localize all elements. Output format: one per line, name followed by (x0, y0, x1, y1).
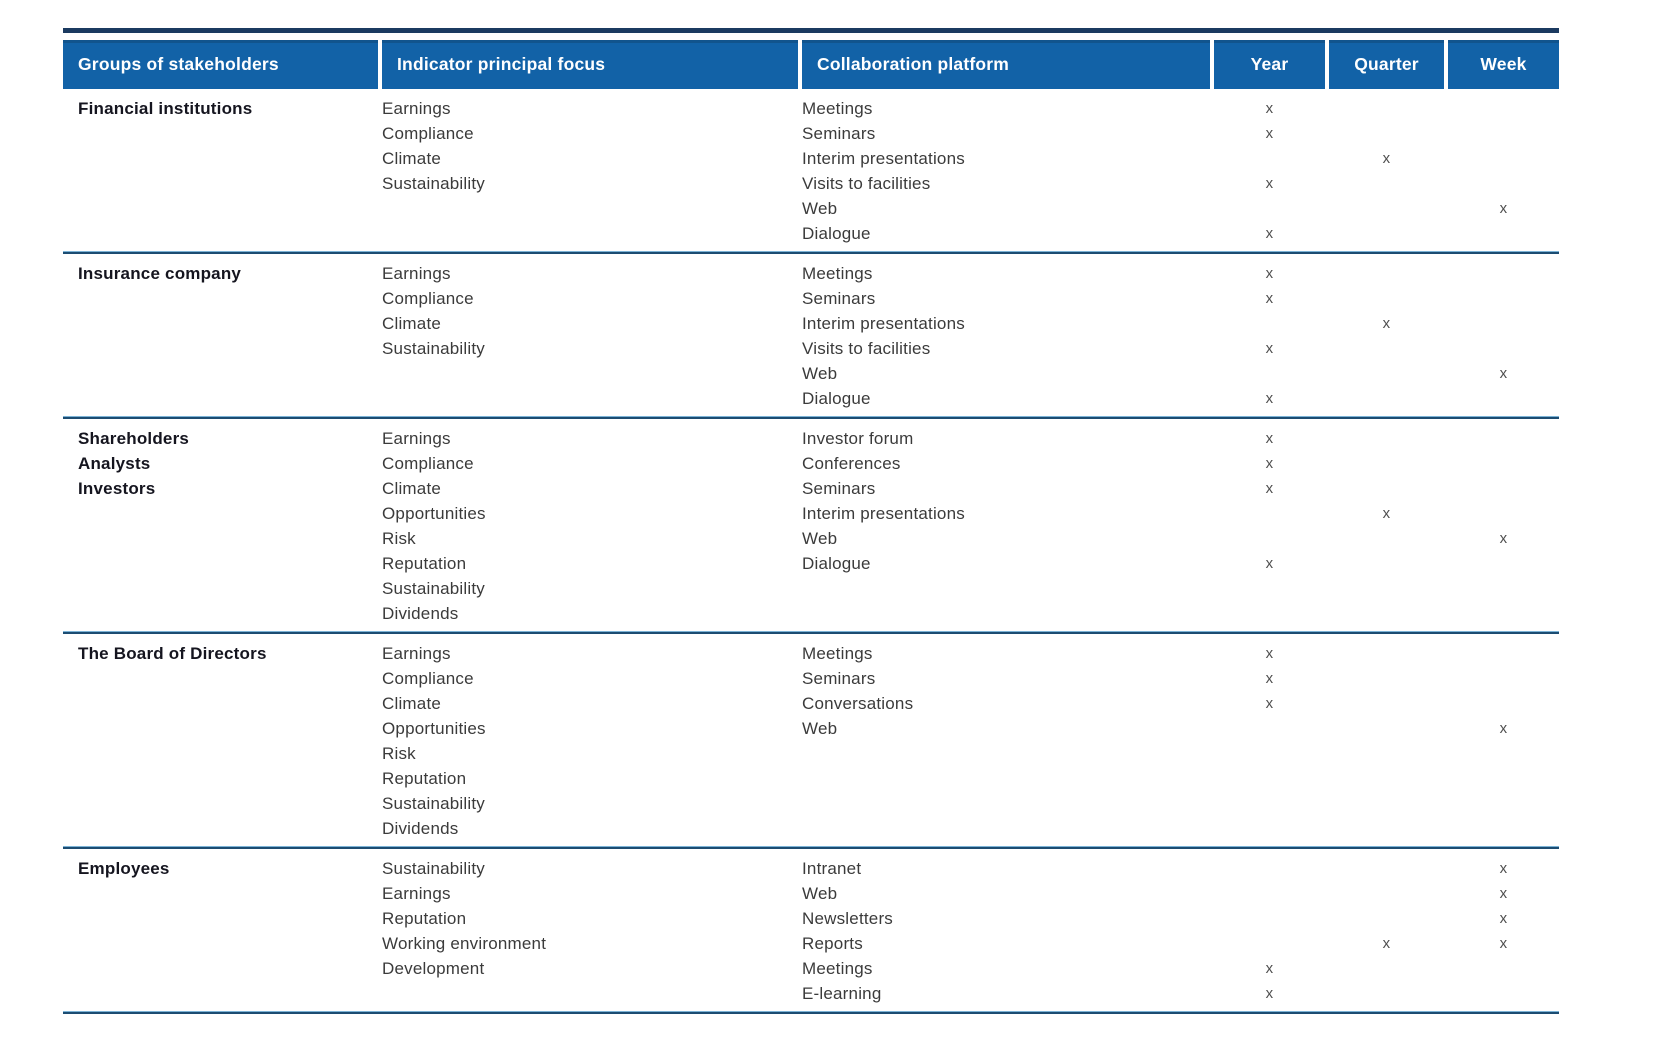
stakeholder-cell (63, 634, 378, 846)
week-mark: x (1499, 365, 1508, 382)
platform-item: Visits to facilities (802, 339, 931, 358)
stakeholder-cell (63, 89, 378, 251)
week-mark (1448, 121, 1559, 146)
year-mark: x (1265, 480, 1274, 497)
stakeholder-name: Shareholders (78, 429, 190, 448)
year-mark (1214, 361, 1325, 386)
week-marks-cell (1448, 849, 1559, 1011)
quarter-mark: x (1382, 935, 1391, 952)
quarter-mark (1329, 666, 1444, 691)
platform-cell (802, 89, 1210, 251)
year-mark (1214, 881, 1325, 906)
table-bottom-border (63, 1011, 1559, 1014)
week-mark: x (1499, 935, 1508, 952)
focus-item: Opportunities (382, 719, 486, 738)
focus-item: Sustainability (382, 339, 485, 358)
quarter-mark: x (1382, 150, 1391, 167)
year-mark: x (1265, 265, 1274, 282)
week-marks-cell (1448, 254, 1559, 416)
focus-item: Earnings (382, 429, 451, 448)
quarter-mark: x (1382, 505, 1391, 522)
week-mark: x (1499, 860, 1508, 877)
year-mark: x (1265, 100, 1274, 117)
focus-cell (382, 89, 798, 251)
quarter-mark (1329, 981, 1444, 1006)
stakeholder-table (63, 28, 1559, 1014)
week-mark (1448, 501, 1559, 526)
platform-item: Visits to facilities (802, 174, 931, 193)
focus-item: Working environment (382, 934, 547, 953)
year-mark: x (1265, 125, 1274, 142)
year-mark: x (1265, 430, 1274, 447)
year-marks-cell (1214, 849, 1325, 1011)
platform-item: Interim presentations (802, 504, 965, 523)
stakeholder-name: Employees (78, 859, 170, 878)
week-mark (1448, 96, 1559, 121)
year-mark (1214, 856, 1325, 881)
platform-item: Interim presentations (802, 314, 965, 333)
year-marks-cell (1214, 634, 1325, 846)
focus-cell (382, 849, 798, 1011)
quarter-mark (1329, 551, 1444, 576)
week-mark: x (1499, 200, 1508, 217)
header-groups-of-stakeholders: Groups of stakeholders (63, 40, 378, 89)
year-mark: x (1265, 390, 1274, 407)
header-week: Week (1448, 40, 1559, 89)
focus-item: Dividends (382, 604, 459, 623)
platform-item: Conversations (802, 694, 914, 713)
year-mark: x (1265, 340, 1274, 357)
stakeholder-name: The Board of Directors (78, 644, 267, 663)
quarter-mark (1329, 716, 1444, 741)
focus-item: Sustainability (382, 859, 485, 878)
header-indicator-principal-focus: Indicator principal focus (382, 40, 798, 89)
year-mark (1214, 196, 1325, 221)
platform-item: Newsletters (802, 909, 894, 928)
week-mark: x (1499, 530, 1508, 547)
quarter-mark (1329, 361, 1444, 386)
table-section (63, 849, 1559, 1011)
focus-item: Climate (382, 149, 442, 168)
stakeholder-cell (63, 849, 378, 1011)
focus-cell (382, 254, 798, 416)
focus-item: Reputation (382, 909, 467, 928)
week-mark (1448, 691, 1559, 716)
platform-cell (802, 634, 1210, 846)
year-mark (1214, 146, 1325, 171)
stakeholder-cell (63, 419, 378, 631)
week-mark (1448, 476, 1559, 501)
header-collaboration-platform: Collaboration platform (802, 40, 1210, 89)
focus-item: Sustainability (382, 174, 485, 193)
year-mark: x (1265, 455, 1274, 472)
table-header-row (63, 40, 1559, 89)
week-marks-cell (1448, 419, 1559, 631)
quarter-marks-cell (1329, 634, 1444, 846)
table-section (63, 254, 1559, 416)
quarter-mark (1329, 196, 1444, 221)
platform-item: Seminars (802, 669, 876, 688)
year-mark (1214, 906, 1325, 931)
year-mark (1214, 526, 1325, 551)
focus-item: Compliance (382, 124, 474, 143)
focus-item: Sustainability (382, 579, 485, 598)
focus-item: Reputation (382, 554, 467, 573)
platform-item: Meetings (802, 959, 873, 978)
quarter-mark (1329, 96, 1444, 121)
year-mark: x (1265, 695, 1274, 712)
focus-item: Compliance (382, 669, 474, 688)
focus-cell (382, 419, 798, 631)
platform-item: Web (802, 719, 838, 738)
stakeholder-name: Financial institutions (78, 99, 253, 118)
year-mark: x (1265, 960, 1274, 977)
focus-item: Sustainability (382, 794, 485, 813)
week-mark (1448, 286, 1559, 311)
focus-item: Climate (382, 479, 442, 498)
platform-item: Meetings (802, 99, 873, 118)
quarter-mark (1329, 221, 1444, 246)
quarter-mark (1329, 641, 1444, 666)
week-mark (1448, 666, 1559, 691)
focus-item: Risk (382, 744, 416, 763)
platform-item: Intranet (802, 859, 862, 878)
week-mark (1448, 641, 1559, 666)
week-mark (1448, 981, 1559, 1006)
quarter-mark: x (1382, 315, 1391, 332)
week-mark: x (1499, 885, 1508, 902)
week-mark (1448, 311, 1559, 336)
platform-cell (802, 419, 1210, 631)
year-mark: x (1265, 175, 1274, 192)
year-mark (1214, 311, 1325, 336)
table-section (63, 634, 1559, 846)
focus-item: Reputation (382, 769, 467, 788)
focus-item: Earnings (382, 644, 451, 663)
header-year: Year (1214, 40, 1325, 89)
focus-cell (382, 634, 798, 846)
week-mark (1448, 426, 1559, 451)
focus-item: Risk (382, 529, 416, 548)
year-marks-cell (1214, 89, 1325, 251)
week-marks-cell (1448, 634, 1559, 846)
table-section (63, 89, 1559, 251)
header-quarter: Quarter (1329, 40, 1444, 89)
stakeholder-name: Analysts (78, 454, 151, 473)
platform-cell (802, 254, 1210, 416)
platform-item: Reports (802, 934, 863, 953)
focus-item: Compliance (382, 289, 474, 308)
quarter-mark (1329, 261, 1444, 286)
platform-item: Seminars (802, 289, 876, 308)
focus-item: Climate (382, 314, 442, 333)
table-body (63, 89, 1559, 1014)
focus-item: Opportunities (382, 504, 486, 523)
quarter-marks-cell (1329, 254, 1444, 416)
year-mark: x (1265, 225, 1274, 242)
platform-item: Conferences (802, 454, 901, 473)
stakeholder-name: Investors (78, 479, 156, 498)
focus-item: Earnings (382, 99, 451, 118)
platform-item: Dialogue (802, 224, 871, 243)
quarter-mark (1329, 286, 1444, 311)
year-mark: x (1265, 555, 1274, 572)
platform-item: E-learning (802, 984, 882, 1003)
focus-item: Earnings (382, 264, 451, 283)
platform-item: Web (802, 199, 838, 218)
platform-item: Meetings (802, 644, 873, 663)
platform-item: Seminars (802, 479, 876, 498)
quarter-mark (1329, 451, 1444, 476)
year-mark (1214, 716, 1325, 741)
focus-item: Compliance (382, 454, 474, 473)
year-mark: x (1265, 645, 1274, 662)
quarter-mark (1329, 526, 1444, 551)
stakeholder-cell (63, 254, 378, 416)
year-mark: x (1265, 290, 1274, 307)
week-mark (1448, 451, 1559, 476)
quarter-mark (1329, 881, 1444, 906)
quarter-mark (1329, 856, 1444, 881)
quarter-mark (1329, 121, 1444, 146)
week-mark (1448, 171, 1559, 196)
quarter-mark (1329, 336, 1444, 361)
week-mark (1448, 336, 1559, 361)
quarter-mark (1329, 171, 1444, 196)
quarter-marks-cell (1329, 89, 1444, 251)
quarter-mark (1329, 426, 1444, 451)
platform-item: Web (802, 529, 838, 548)
focus-item: Climate (382, 694, 442, 713)
year-mark (1214, 501, 1325, 526)
quarter-mark (1329, 386, 1444, 411)
week-mark (1448, 261, 1559, 286)
table-section (63, 419, 1559, 631)
table-top-border (63, 28, 1559, 33)
year-mark (1214, 931, 1325, 956)
year-marks-cell (1214, 419, 1325, 631)
week-mark (1448, 956, 1559, 981)
stakeholder-name: Insurance company (78, 264, 242, 283)
quarter-mark (1329, 476, 1444, 501)
focus-item: Dividends (382, 819, 459, 838)
week-mark: x (1499, 910, 1508, 927)
platform-item: Seminars (802, 124, 876, 143)
platform-item: Web (802, 884, 838, 903)
focus-item: Development (382, 959, 485, 978)
year-mark: x (1265, 985, 1274, 1002)
platform-cell (802, 849, 1210, 1011)
week-mark (1448, 551, 1559, 576)
quarter-marks-cell (1329, 419, 1444, 631)
week-mark (1448, 386, 1559, 411)
week-mark (1448, 221, 1559, 246)
week-marks-cell (1448, 89, 1559, 251)
platform-item: Meetings (802, 264, 873, 283)
week-mark (1448, 146, 1559, 171)
focus-item: Earnings (382, 884, 451, 903)
platform-item: Dialogue (802, 389, 871, 408)
year-mark: x (1265, 670, 1274, 687)
platform-item: Investor forum (802, 429, 914, 448)
quarter-marks-cell (1329, 849, 1444, 1011)
quarter-mark (1329, 906, 1444, 931)
quarter-mark (1329, 956, 1444, 981)
platform-item: Interim presentations (802, 149, 965, 168)
week-mark: x (1499, 720, 1508, 737)
quarter-mark (1329, 691, 1444, 716)
year-marks-cell (1214, 254, 1325, 416)
platform-item: Web (802, 364, 838, 383)
platform-item: Dialogue (802, 554, 871, 573)
